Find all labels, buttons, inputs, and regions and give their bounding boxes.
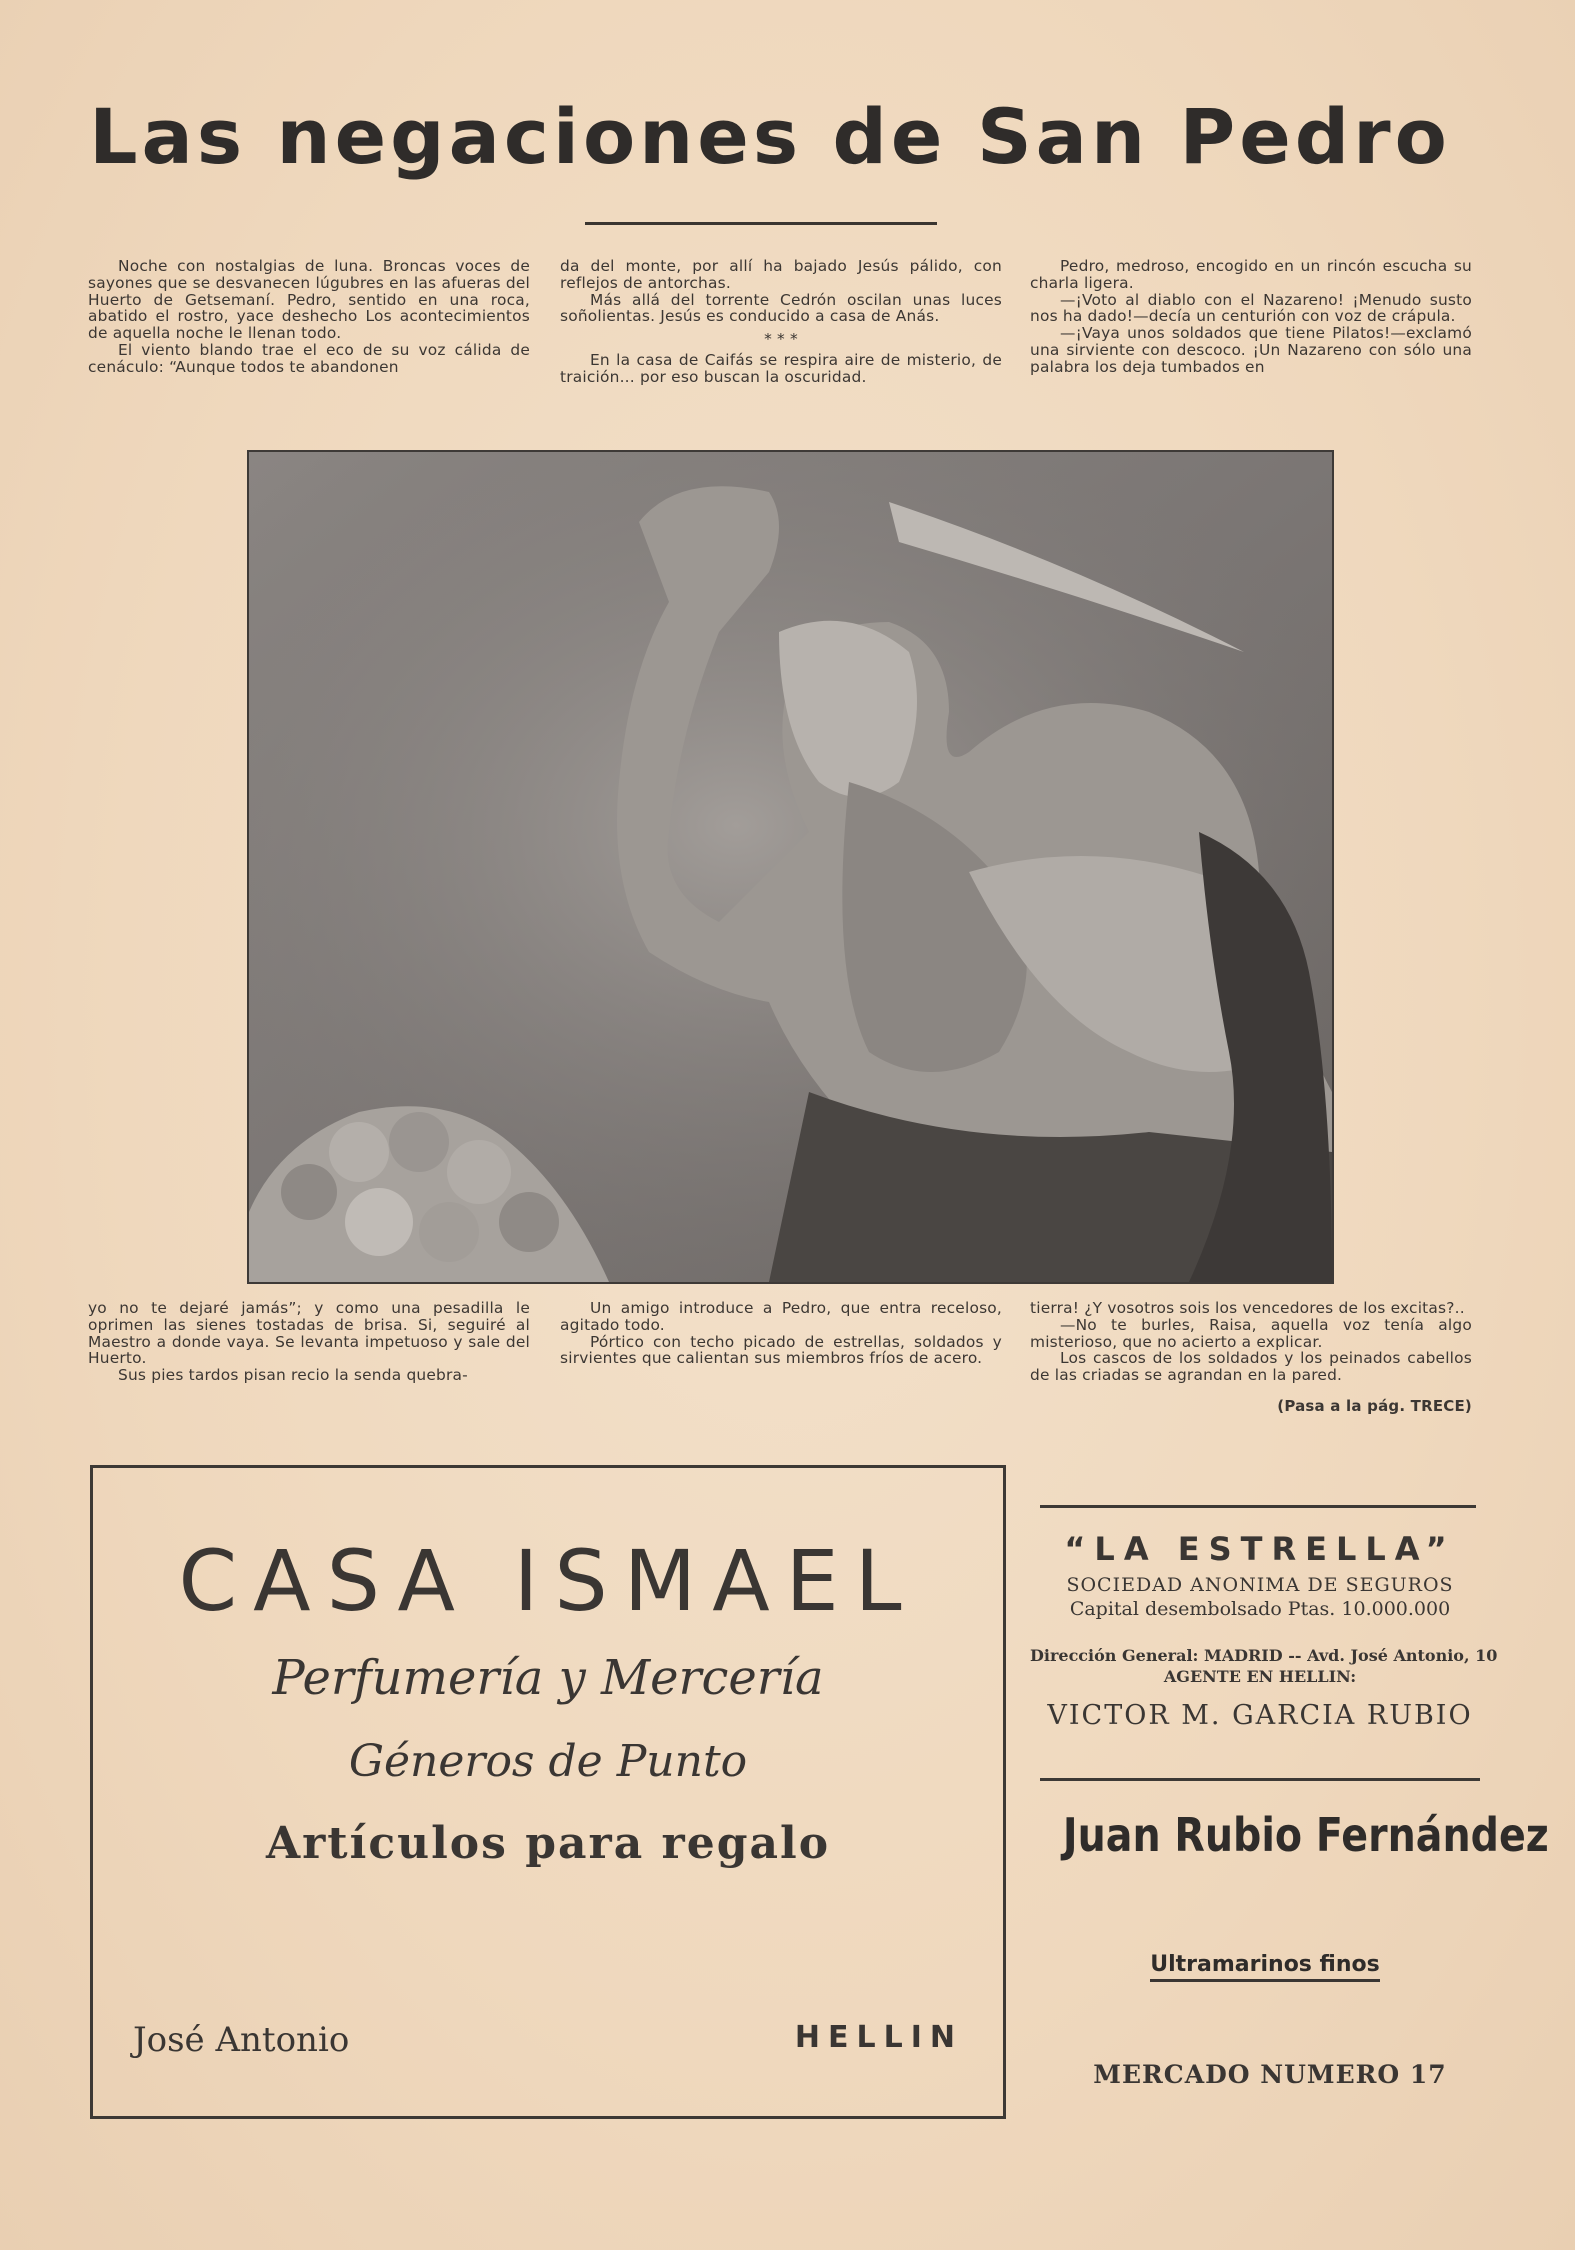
paragraph: Noche con nostalgias de luna. Broncas voces de sayones que se desvanecen lúgubres en las afueras del Huerto de Getsemaní. Pedro, sentido en una roca, abatido el rostro, yace deshecho Los acontecimientos de aquella noche le llenan todo. — [88, 257, 530, 343]
paragraph: tierra! ¿Y vosotros sois los vencedores de los excitas?.. — [1030, 1299, 1465, 1317]
continued-note: (Pasa a la pág. TRECE) — [1277, 1396, 1472, 1415]
ad-juan-rubio-market: MERCADO NUMERO 17 — [1093, 2060, 1447, 2089]
ad-la-estrella-name: “LA ESTRELLA” — [1064, 1530, 1456, 1568]
divider — [1040, 1505, 1476, 1508]
paragraph: yo no te dejaré jamás”; y como una pesadilla le oprimen las sienes tostadas de brisa. Si, seguiré al Maestro a donde vaya. Se levanta impetuoso y sale del Huerto. — [88, 1299, 530, 1368]
ad-la-estrella-subtitle: SOCIEDAD ANONIMA DE SEGUROS — [1066, 1574, 1454, 1596]
paragraph: Un amigo introduce a Pedro, que entra receloso, agitado todo. — [560, 1299, 1002, 1334]
ad-la-estrella-person: VICTOR M. GARCIA RUBIO — [1047, 1700, 1473, 1731]
paragraph: Los cascos de los soldados y los peinados cabellos de las criadas se agrandan en la pared. — [1030, 1349, 1472, 1385]
article-column-2-bottom — [560, 1300, 1002, 1367]
ad-la-estrella-capital: Capital desembolsado Ptas. 10.000.000 — [1069, 1598, 1451, 1620]
paragraph: Sus pies tardos pisan recio la senda quebra- — [118, 1366, 468, 1385]
ad-casa-ismael-line2: Géneros de Punto — [348, 1736, 748, 1787]
article-column-1-top — [88, 258, 530, 376]
paragraph: —No te burles, Raisa, aquella voz tenía algo misterioso, que no acierto a explicar. — [1030, 1315, 1472, 1351]
ad-juan-rubio-name: Juan Rubio Fernández — [1062, 1808, 1549, 1862]
ad-la-estrella — [1030, 1520, 1498, 1731]
ad-casa-ismael — [90, 1465, 1006, 2119]
paragraph: Pedro, medroso, encogido en un rincón escucha su charla ligera. — [1030, 257, 1472, 292]
ad-la-estrella-direction: Dirección General: MADRID -- Avd. José Antonio, 10 — [1030, 1646, 1498, 1665]
paragraph: —¡Voto al diablo con el Nazareno! ¡Menudo susto nos ha dado!—decía un centurión con voz de crápula. — [1030, 290, 1472, 326]
ad-casa-ismael-address: José Antonio — [133, 2020, 350, 2060]
section-separator: * * * — [764, 330, 798, 349]
article-column-3-top — [1030, 258, 1472, 376]
paragraph: Pórtico con techo picado de estrellas, soldados y sirvientes que calientan sus miembros fríos de acero. — [560, 1332, 1002, 1368]
article-column-3-bottom — [1030, 1300, 1472, 1415]
ad-la-estrella-agent: AGENTE EN HELLIN: — [1163, 1667, 1357, 1686]
title-underline — [585, 222, 937, 225]
article-title: Las negaciones de San Pedro — [89, 92, 1451, 181]
article-column-1-bottom — [88, 1300, 530, 1384]
paragraph: En la casa de Caifás se respira aire de misterio, de traición... por eso buscan la oscuridad. — [560, 350, 1002, 386]
article-column-2-top — [560, 258, 1002, 386]
divider — [1040, 1778, 1480, 1781]
ad-casa-ismael-line3: Artículos para regalo — [265, 1818, 831, 1869]
ad-casa-ismael-city: HELLIN — [794, 2020, 963, 2055]
ad-casa-ismael-line1: Perfumería y Mercería — [272, 1650, 824, 1706]
ad-casa-ismael-name: CASA ISMAEL — [178, 1532, 918, 1630]
paragraph: El viento blando trae el eco de su voz cálida de cenáculo: “Aunque todos te abandonen — [88, 340, 530, 376]
paragraph: Más allá del torrente Cedrón oscilan unas luces soñolientas. Jesús es conducido a casa de Anás. — [560, 290, 1002, 326]
paragraph: da del monte, por allí ha bajado Jesús pálido, con reflejos de antorchas. — [560, 257, 1002, 292]
paragraph: —¡Vaya unos soldados que tiene Pilatos!—exclamó una sirviente con descoco. ¡Un Nazareno con sólo una palabra los deja tumbados en — [1030, 324, 1472, 376]
sculpture-photo — [247, 450, 1334, 1284]
ad-juan-rubio-tagline: Ultramarinos finos — [1150, 1952, 1380, 1982]
